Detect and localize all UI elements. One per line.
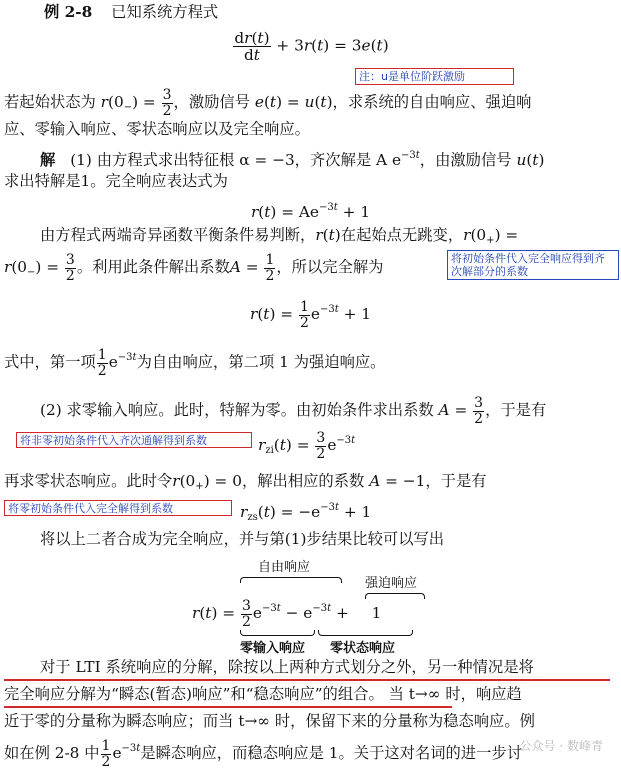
solution-label: 解 (40, 151, 56, 169)
example-title: 已知系统方程式 (111, 3, 219, 21)
solution-p4a: (2) 求零输入响应。此时，特解为零。由初始条件求出系数 (40, 401, 434, 420)
label-forced-response: 强迫响应 (365, 576, 418, 591)
underline-1 (4, 679, 610, 681)
problem-text-c: ，求系统的自由响应、强迫响 (332, 93, 532, 112)
closing-line-1: 对于 LTI 系统响应的分解，除按以上两种方式划分之外，另一种情况是将 (40, 658, 534, 676)
closing-line-2 (4, 683, 522, 705)
equation-zi: $r_{zi}(t)$ = $\frac{3}{2}$ $e^{-3t}$ (258, 429, 356, 462)
equation-main: $\frac{dr(t)}{dt}$ + 3r(t) = 3e(t) (234, 29, 389, 65)
solution-p1a: (1) 由方程式求出特征根 α = −3，齐次解是 (70, 151, 372, 169)
solution-line-5: 式中，第一项 $\frac{1}{2}$ $e^{-3t}$为自由响应，第二项 1 为强迫响应。 (4, 346, 386, 379)
solution-p2d: ，所以完全解为 (276, 258, 384, 277)
brace-zero-input (240, 630, 315, 636)
label-zero-input: 零输入响应 (240, 641, 306, 656)
problem-text-a: 若起始状态为 (4, 93, 96, 112)
note-coef-full: 将初始条件代入完全响应得到齐次解部分的系数 (447, 250, 619, 280)
label-free-response: 自由响应 (258, 560, 311, 575)
equation-decomposition: r(t) = $\frac{3}{2}$ $e^{-3t} - e^{-3t} + 1$ (192, 597, 382, 630)
solution-p2c: 。利用此条件解出系数 (76, 258, 230, 277)
solution-p2b: 在起始点无跳变， (340, 226, 464, 244)
closing-line-3: 近于零的分量称为瞬态响应；而当 t→∞ 时，保留下来的分量称为稳态响应。例 (4, 712, 535, 730)
equation-full: $r(t) = Ae^{-3t} + 1$ (250, 202, 371, 221)
brace-free (240, 577, 342, 583)
solution-line-8: 将以上二者合成为完全响应，并与第(1)步结果比较可以写出 (40, 530, 445, 548)
forced-value: 1 (371, 604, 382, 622)
solution-line-2: 求出特解是1。完全响应表达式为 (4, 172, 228, 190)
solution-line-7: 再求零状态响应。此时令$r(0_+) = 0$，解出相应的系数 A = −1，于是有 (4, 472, 487, 492)
closing-l2a: 完全响应分解为“瞬态(暂态)响应”和“稳态响应”的组合。 (4, 685, 384, 703)
problem-line-2: 应、零输入响应、零状态响应以及完全响应。 (4, 120, 310, 138)
solution-p3a: 式中，第一项 (4, 353, 96, 371)
underline-2 (4, 706, 452, 708)
closing-l4b: 是瞬态响应，而稳态响应是 1。关于这对名词的进一步讨 (140, 744, 523, 762)
note-u-step: 注：u是单位阶跃激励 (355, 68, 514, 85)
note-zi: 将非零初始条件代入齐次通解得到系数 (16, 432, 252, 448)
example-label: 例 2-8 (44, 3, 93, 21)
solution-p1b: ，由激励信号 (419, 151, 512, 169)
closing-line-4: 如在例 2-8 中 $\frac{1}{2}$ $e^{-3t}$是瞬态响应，而稳态响应是 1。关于这对名词的进一步讨 (4, 737, 523, 770)
solution-p5a: 再求零状态响应。此时令 (4, 472, 173, 490)
equation-full-solved: r(t) = $\frac{1}{2}$ $e^{-3t} + 1$ (250, 298, 371, 331)
label-zero-state: 零状态响应 (330, 641, 396, 656)
solution-p5b: ，解出相应的系数 (241, 472, 365, 490)
solution-p5c: ，于是有 (425, 472, 487, 490)
solution-line-3: 由方程式两端奇异函数平衡条件易判断，r(t)在起始点无跳变，$r(0_+)$ = (40, 226, 519, 246)
note-zs: 将零初始条件代入完全解得到系数 (4, 500, 232, 516)
problem-text-b: ，激励信号 (173, 93, 251, 112)
example-heading (44, 1, 218, 23)
solution-p2a: 由方程式两端奇异函数平衡条件易判断， (40, 226, 316, 244)
equation-zs: $r_{zs}(t) = -e^{-3t} + 1$ (240, 502, 372, 523)
closing-l2b: 当 t→∞ 时，响应趋 (388, 685, 522, 703)
closing-l4a: 如在例 2-8 中 (4, 744, 100, 762)
brace-zero-state (318, 630, 413, 636)
solution-p3b: 为自由响应，第二项 1 为强迫响应。 (136, 353, 386, 371)
problem-line-1: 若起始状态为 $r(0_-)$ = $\frac{3}{2}$ ，激励信号 e(t) = u(t)，求系统的自由响应、强迫响 (4, 87, 532, 119)
solution-line-1: 解 (1) 由方程式求出特征根 α = −3，齐次解是 A $e^{-3t}$，由激励信号 u(t) (40, 150, 545, 169)
solution-line-4: $r(0_-)$ = $\frac{3}{2}$ 。利用此条件解出系数A = $\frac{1}{2}$ ，所以完全解为 (4, 252, 384, 284)
solution-p4b: ，于是有 (485, 401, 547, 420)
solution-line-6: (2) 求零输入响应。此时，特解为零。由初始条件求出系数 A = $\frac{3}{2}$ ，于是有 (40, 395, 547, 427)
watermark: 公众号 · 数峰青 (519, 739, 603, 753)
